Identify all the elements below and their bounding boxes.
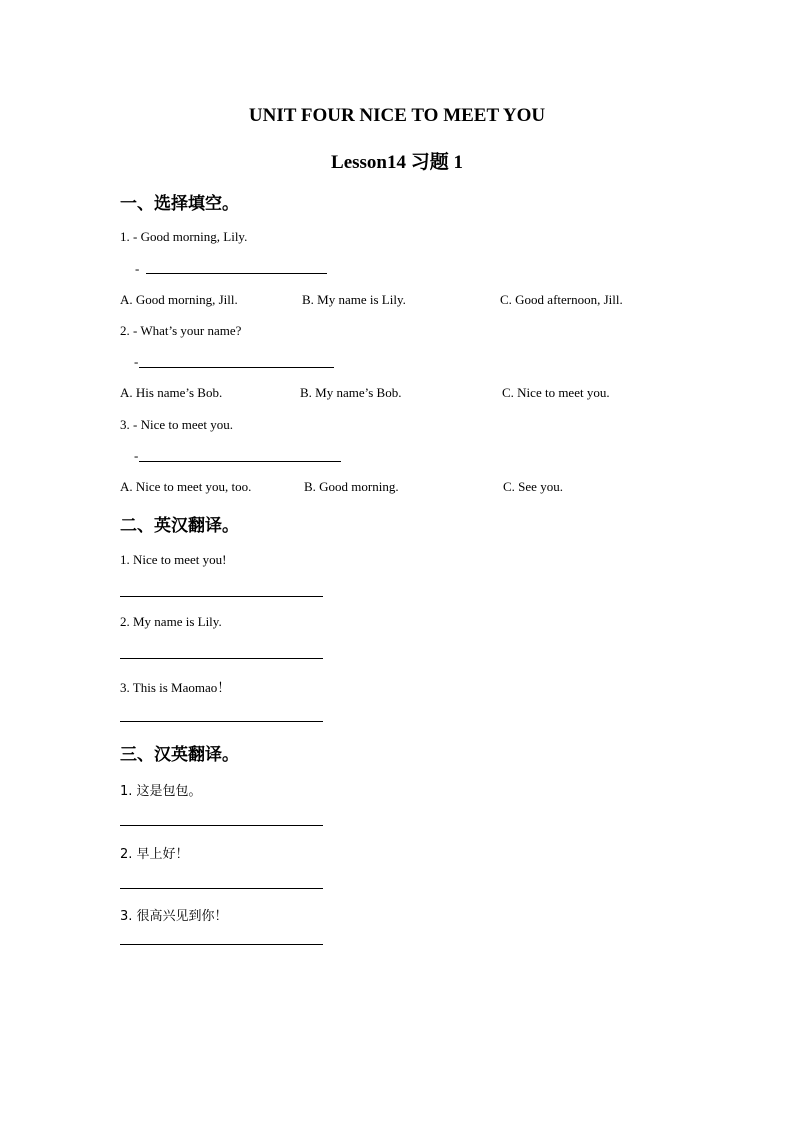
- question-2-dash: -: [134, 354, 139, 369]
- translation-cn-answer-2[interactable]: [120, 888, 323, 889]
- translation-en-item-1: 1. Nice to meet you!: [120, 552, 227, 567]
- translation-cn-item-2: 2. 早上好！: [120, 847, 189, 862]
- translation-en-item-3: 3. This is Maomao！: [120, 680, 231, 695]
- question-3-option-b: B. Good morning.: [304, 479, 399, 494]
- translation-cn-item-1: 1. 这是包包。: [120, 784, 202, 799]
- translation-cn-answer-1[interactable]: [120, 825, 323, 826]
- question-1-answer-blank[interactable]: [146, 273, 327, 274]
- question-2-answer-blank[interactable]: [139, 367, 334, 368]
- question-3-dash: -: [134, 448, 139, 463]
- question-2-option-a: A. His name’s Bob.: [120, 385, 223, 400]
- translation-cn-item-3: 3. 很高兴见到你！: [120, 909, 228, 924]
- translation-en-item-2: 2. My name is Lily.: [120, 614, 222, 629]
- translation-cn-answer-3[interactable]: [120, 944, 323, 945]
- question-1-prompt: 1. - Good morning, Lily.: [120, 229, 248, 244]
- translation-en-answer-1[interactable]: [120, 596, 323, 597]
- question-2-option-b: B. My name’s Bob.: [300, 385, 402, 400]
- question-3-option-a: A. Nice to meet you, too.: [120, 479, 252, 494]
- question-1-option-c: C. Good afternoon, Jill.: [500, 292, 623, 307]
- question-1-dash: -: [135, 261, 140, 276]
- question-3-option-c: C. See you.: [503, 479, 563, 494]
- translation-en-answer-3[interactable]: [120, 721, 323, 722]
- question-3-prompt: 3. - Nice to meet you.: [120, 417, 233, 432]
- question-3-answer-blank[interactable]: [139, 461, 341, 462]
- section-2-heading: 二、英汉翻译。: [120, 516, 239, 536]
- question-1-option-b: B. My name is Lily.: [302, 292, 406, 307]
- translation-en-answer-2[interactable]: [120, 658, 323, 659]
- question-2-option-c: C. Nice to meet you.: [502, 385, 610, 400]
- question-1-option-a: A. Good morning, Jill.: [120, 292, 238, 307]
- section-1-heading: 一、选择填空。: [120, 194, 239, 214]
- lesson-title: Lesson14 习题 1: [331, 152, 463, 173]
- question-2-prompt: 2. - What’s your name?: [120, 323, 242, 338]
- unit-title: UNIT FOUR NICE TO MEET YOU: [248, 105, 546, 126]
- section-3-heading: 三、汉英翻译。: [120, 745, 239, 765]
